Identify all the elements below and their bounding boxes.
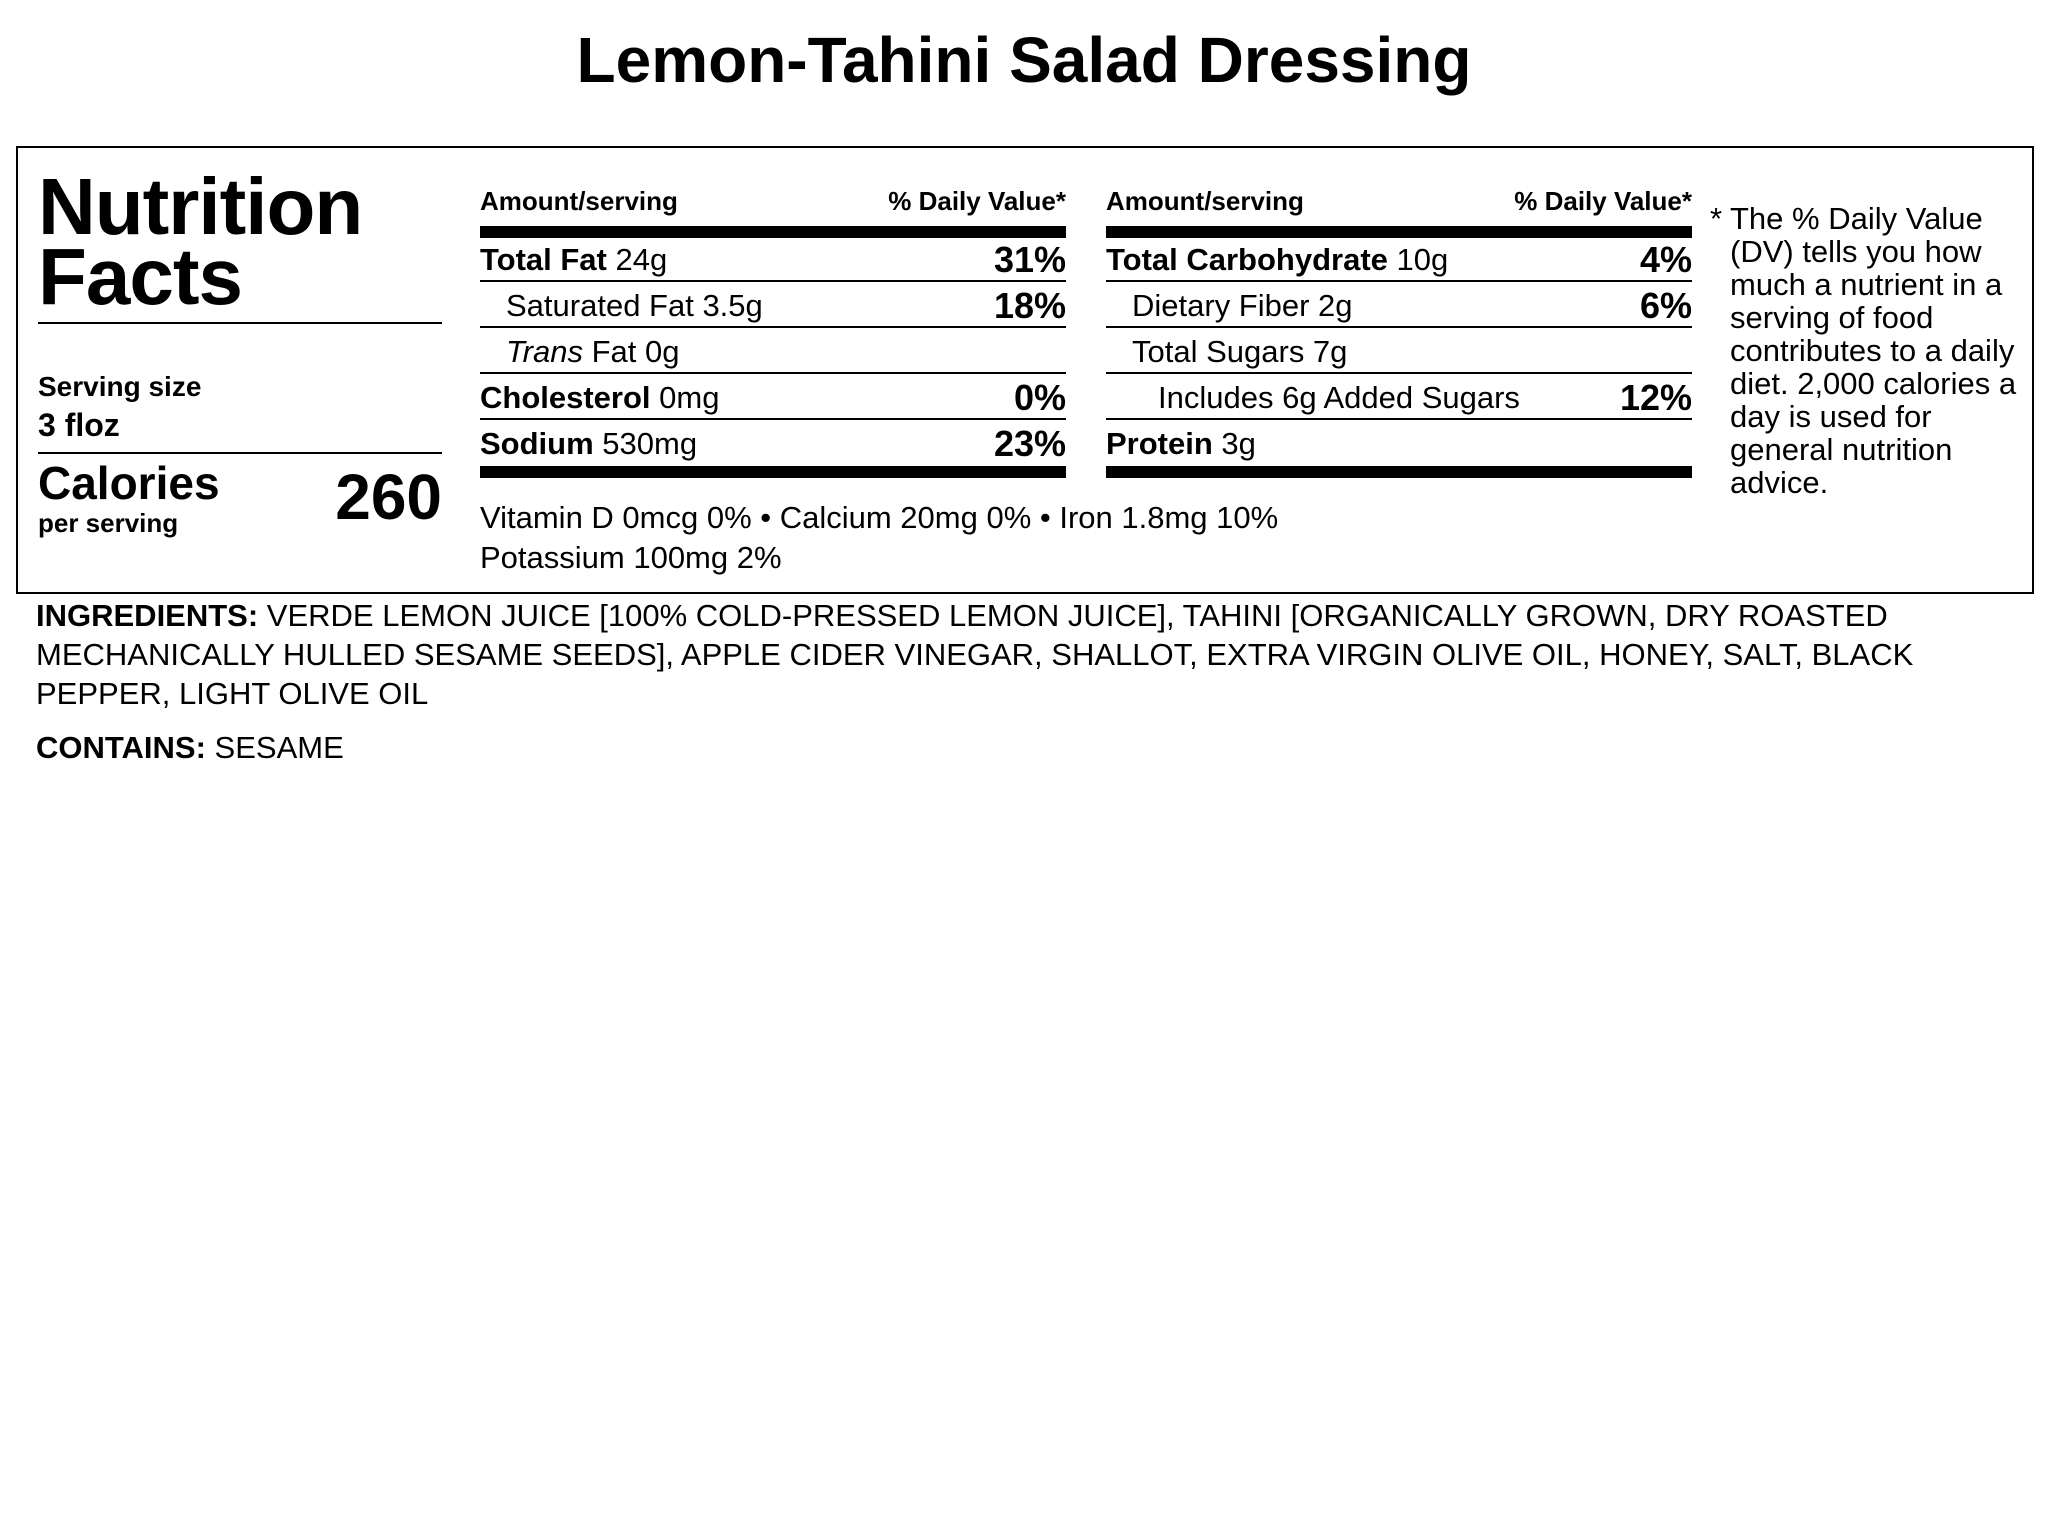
nutrient-row-sodium [480,422,1066,466]
ingredients-text: VERDE LEMON JUICE [100% COLD-PRESSED LEMON JUICE], TAHINI [ORGANICALLY GROWN, DRY ROASTED MECHANICALLY HULLED SESAME SEEDS], APPLE CIDER VINEGAR, SHALLOT, EXTRA VIRGIN OLIVE OIL, HONEY, SALT, BLACK PEPPER, LIGHT OLIVE OIL [36,598,1914,711]
nutrient-amount: Saturated Fat 3.5g [506,288,763,323]
col2-dv-header: % Daily Value* [1514,186,1692,216]
calories-per-serving: per serving [38,508,179,538]
footnote-asterisk: * [1710,201,1723,236]
col2-amount-header: Amount/serving [1106,186,1304,216]
col1-amount-header: Amount/serving [480,186,678,216]
nutrient-amount: 530mg [593,426,698,461]
thick-rule [480,466,1066,478]
calories-value: 260 [335,461,442,533]
serving-size-label: Serving size [38,371,202,402]
micronutrients-line-2: Potassium 100mg 2% [480,540,782,575]
nutrient-name: Cholesterol [480,380,651,415]
thick-rule [480,226,1066,238]
allergen-statement [36,728,344,767]
product-title: Lemon-Tahini Salad Dressing [576,24,1472,96]
nutrition-facts-panel [16,146,2034,594]
nutrient-row-cholesterol [480,376,1066,420]
thick-rule [1106,226,1692,238]
nutrient-amount: 0mg [650,380,720,415]
nutrient-amount: 3g [1212,426,1256,461]
nutrient-name: Total Fat [480,242,607,277]
nutrient-amount: Fat 0g [582,334,680,369]
nutrient-name: Trans [506,334,583,369]
nutrient-dv: 6% [1639,285,1692,326]
nutrient-dv: 18% [993,285,1066,326]
col1-dv-header: % Daily Value* [888,186,1066,216]
contains-label: CONTAINS: [36,730,206,765]
nutrient-amount: 24g [606,242,668,277]
ingredients-label: INGREDIENTS: [36,598,259,633]
nutrient-name: Protein [1106,426,1213,461]
nutrient-amount: 10g [1387,242,1449,277]
nutrient-row-dietary-fiber [1106,284,1692,328]
nutrient-row-protein [1106,422,1692,466]
heading-line-2: Facts [38,232,242,321]
nutrient-row-trans-fat [480,330,1066,374]
nutrient-dv: 4% [1639,239,1692,280]
nutrient-name: Sodium [480,426,594,461]
nutrient-dv: 31% [993,239,1066,280]
nutrient-amount: Total Sugars 7g [1132,334,1348,369]
calories-label: Calories [38,457,220,509]
nutrient-row-saturated-fat [480,284,1066,328]
nutrient-name: Total Carbohydrate [1106,242,1388,277]
nutrient-row-total-carbohydrate [1106,238,1692,282]
nutrient-amount: Dietary Fiber 2g [1132,288,1353,323]
nutrient-row-total-sugars [1106,330,1692,374]
daily-value-footnote: The % Daily Value (DV) tells you how much a nutrient in a serving of food contributes to a daily diet. 2,000 calories a day is used for general nutrition advice. [1730,201,2017,500]
micronutrients-line-1: Vitamin D 0mcg 0% • Calcium 20mg 0% • Iron 1.8mg 10% [480,500,1279,535]
nutrient-dv: 23% [993,423,1066,464]
thick-rule [1106,466,1692,478]
contains-text: SESAME [205,730,344,765]
nutrient-row-added-sugars [1106,376,1692,420]
ingredients-statement [36,596,2026,713]
nutrient-dv: 0% [1013,377,1066,418]
divider [38,322,442,324]
nutrient-row-total-fat [480,238,1066,282]
nutrient-dv: 12% [1619,377,1692,418]
serving-size-value: 3 floz [38,407,120,443]
nutrient-amount: Includes 6g Added Sugars [1158,380,1520,415]
nutrition-facts-heading [38,162,442,321]
divider [38,452,442,454]
heading-line-1: Nutrition [38,162,363,251]
